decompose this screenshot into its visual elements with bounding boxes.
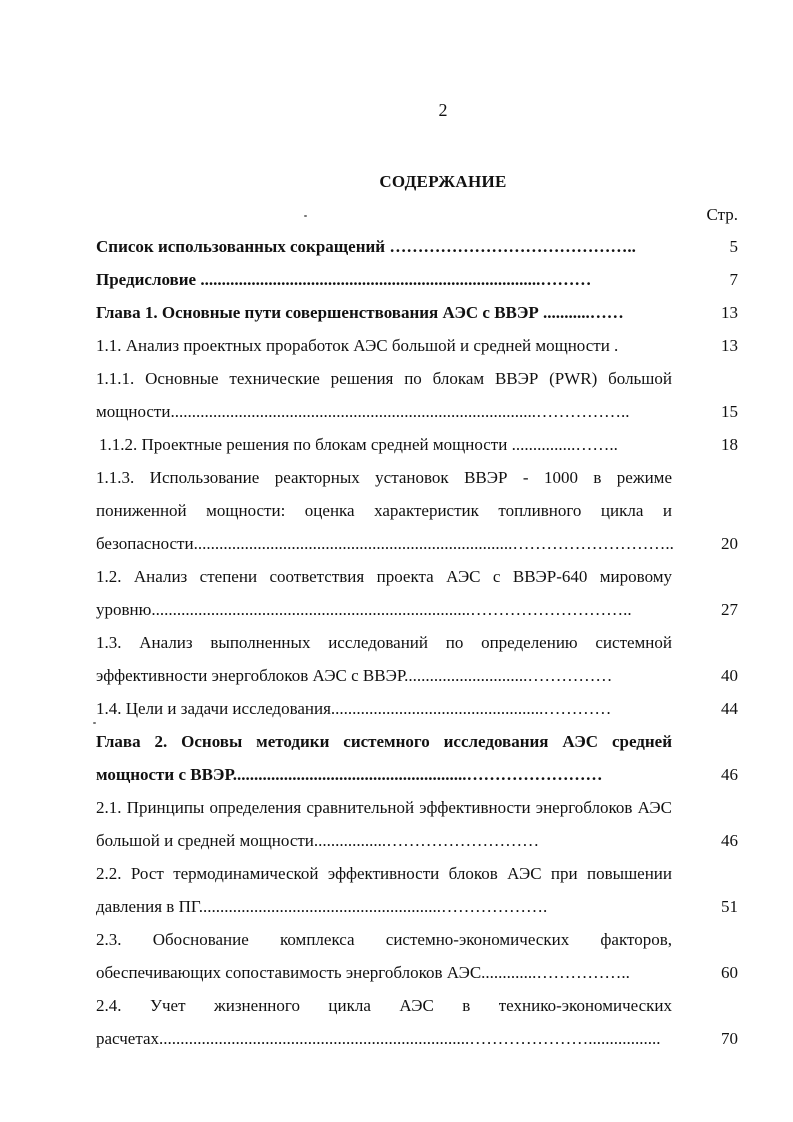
- toc-entry-page: 46: [721, 765, 738, 784]
- page-title: СОДЕРЖАНИЕ: [379, 172, 507, 191]
- toc-entry-page: 44: [721, 699, 738, 718]
- toc-entry-title: 2.3. Обоснование комплекса системно-экономических факторов, обеспечивающих сопоставимость энергоблоков АЭС.............……………..: [96, 930, 672, 982]
- toc-entry: [96, 857, 738, 923]
- toc-entry-title: 1.2. Анализ степени соответствия проекта АЭС с ВВЭР-640 мировому уровню...........................................................................………………………..: [96, 567, 672, 619]
- toc-entry-page: 15: [721, 402, 738, 421]
- toc-entry-title: 1.1. Анализ проектных проработок АЭС большой и средней мощности .: [96, 336, 619, 355]
- toc-entry: [96, 560, 738, 626]
- toc-entry-page: 7: [729, 270, 738, 289]
- toc-entry-page: 40: [721, 666, 738, 685]
- toc-entry-title: Список использованных сокращений ……………………………………..: [96, 237, 636, 256]
- toc-entry-page: 60: [721, 963, 738, 982]
- toc-entry: [96, 791, 738, 857]
- toc-entry: [96, 296, 738, 329]
- toc-entry: [96, 725, 738, 791]
- toc-entry-title: 1.3. Анализ выполненных исследований по определению системной эффективности энергоблоков АЭС с ВВЭР.............................……………: [96, 633, 672, 685]
- toc-entry: [96, 230, 738, 263]
- toc-entry-page: 13: [721, 336, 738, 355]
- toc-entry-title: Предисловие ................................................................................………: [96, 270, 592, 289]
- page-number: 2: [438, 100, 448, 120]
- toc-entry-title: 1.1.1. Основные технические решения по блокам ВВЭР (PWR) большой мощности......................................................................................……………..: [96, 369, 672, 421]
- toc-entry-title: 2.1. Принципы определения сравнительной эффективности энергоблоков АЭС большой и средней мощности.................………………………: [96, 798, 672, 850]
- toc-entry-page: 5: [729, 237, 738, 256]
- scan-speck: [93, 722, 96, 724]
- toc-entry: [96, 626, 738, 692]
- toc-entry: [96, 692, 738, 725]
- toc-entry-title: Глава 2. Основы методики системного исследования АЭС средней мощности с ВВЭР.......................................................……………………: [96, 732, 672, 784]
- toc-entry-page: 51: [721, 897, 738, 916]
- toc-entry-title: 1.1.2. Проектные решения по блокам средней мощности ...............……..: [99, 435, 618, 454]
- page-column-header: Стр.: [706, 205, 738, 224]
- toc-entry: [96, 329, 738, 362]
- toc-entry-page: 20: [721, 534, 738, 553]
- toc-entry-title: 1.1.3. Использование реакторных установок ВВЭР - 1000 в режиме пониженной мощности: оценка характеристик топливного цикла и безопасности...........................................................................………………………..: [96, 468, 674, 553]
- toc-entry: [96, 263, 738, 296]
- scan-speck: [304, 215, 307, 217]
- table-of-contents: [96, 230, 738, 1055]
- toc-entry-title: 1.4. Цели и задачи исследования..................................................…………: [96, 699, 612, 718]
- toc-entry-title: 2.4. Учет жизненного цикла АЭС в технико-экономических расчетах.........................................................................………………….................: [96, 996, 672, 1048]
- toc-entry-page: 70: [721, 1029, 738, 1048]
- toc-entry-page: 18: [721, 435, 738, 454]
- toc-entry: [96, 461, 738, 560]
- toc-entry-page: 13: [721, 303, 738, 322]
- toc-entry: [96, 923, 738, 989]
- toc-entry-page: 46: [721, 831, 738, 850]
- toc-entry-page: 27: [721, 600, 738, 619]
- toc-entry: [96, 989, 738, 1055]
- toc-entry-title: Глава 1. Основные пути совершенствования АЭС с ВВЭР ...........……: [96, 303, 624, 322]
- toc-entry: [96, 362, 738, 428]
- toc-entry-title: 2.2. Рост термодинамической эффективности блоков АЭС при повышении давления в ПГ.........................................................……………….: [96, 864, 672, 916]
- toc-entry: [96, 428, 738, 461]
